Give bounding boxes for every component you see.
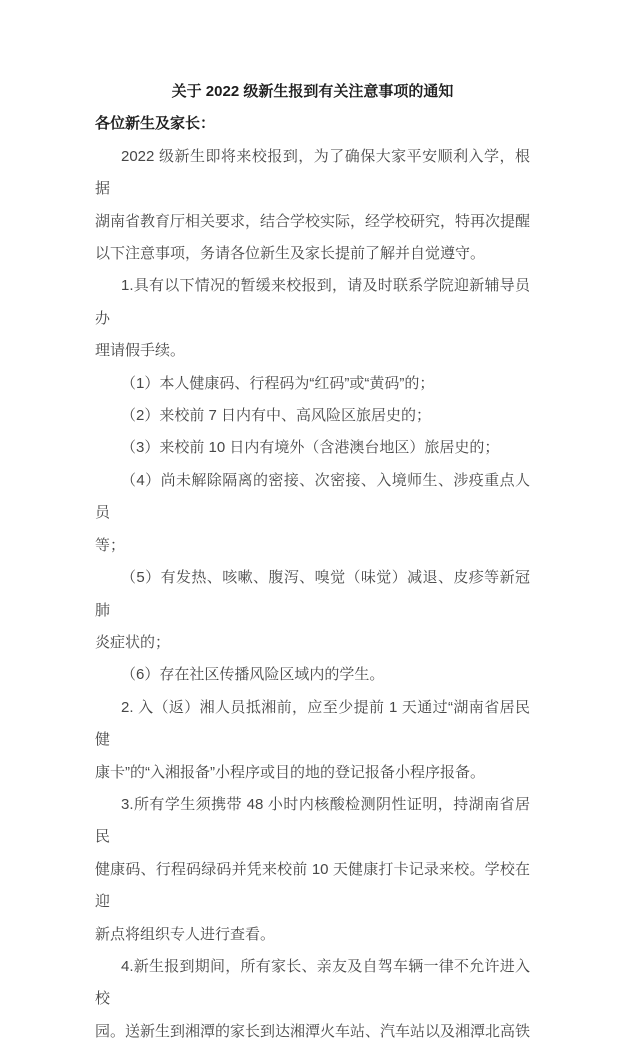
notice-title: 关于 2022 级新生报到有关注意事项的通知	[171, 83, 454, 100]
notice-line: 新点将组织专人进行查看。	[95, 925, 276, 943]
notice-line: （2）来校前 7 日内有中、高风险区旅居史的；	[121, 407, 432, 425]
notice-line: 3.所有学生须携带 48 小时内核酸检测阴性证明，持湖南省居民	[95, 795, 530, 846]
notice-line: （6）存在社区传播风险区域内的学生。	[121, 666, 385, 684]
notice-line: 1.具有以下情况的暂缓来校报到，请及时联系学院迎新辅导员办	[95, 277, 530, 327]
notice-line: 2. 入（返）湘人员抵湘前，应至少提前 1 天通过“湖南省居民健	[95, 698, 530, 749]
notice-line: 2022 级新生即将来校报到，为了确保大家平安顺利入学，根据	[95, 147, 530, 198]
notice-line: （4）尚未解除隔离的密接、次密接、入境师生、涉疫重点人员	[95, 471, 530, 522]
notice-line: 炎症状的；	[95, 633, 171, 651]
notice-line: （3）来校前 10 日内有境外（含港澳台地区）旅居史的；	[121, 439, 500, 457]
notice-line: 园。送新生到湘潭的家长到达湘潭火车站、汽车站以及湘潭北高铁	[95, 1022, 531, 1040]
notice-line: 湖南省教育厅相关要求，结合学校实际，经学校研究，特再次提醒	[95, 212, 531, 230]
notice-line: （5）有发热、咳嗽、腹泻、嗅觉（味觉）减退、皮疹等新冠肺	[95, 569, 530, 619]
notice-line: 4.新生报到期间，所有家长、亲友及自驾车辆一律不允许进入校	[95, 957, 530, 1008]
notice-body	[95, 76, 530, 1048]
notice-line: 理请假手续。	[95, 342, 186, 360]
notice-line: 康卡”的“入湘报备”小程序或目的地的登记报备小程序报备。	[95, 763, 485, 781]
notice-line: 以下注意事项，务请各位新生及家长提前了解并自觉遵守。	[95, 245, 486, 263]
notice-salutation: 各位新生及家长：	[95, 115, 216, 133]
notice-line: （1）本人健康码、行程码为“红码”或“黄码”的；	[121, 374, 435, 392]
notice-line: 健康码、行程码绿码并凭来校前 10 天健康打卡记录来校。学校在迎	[95, 860, 530, 911]
notice-line: 等；	[95, 536, 126, 554]
